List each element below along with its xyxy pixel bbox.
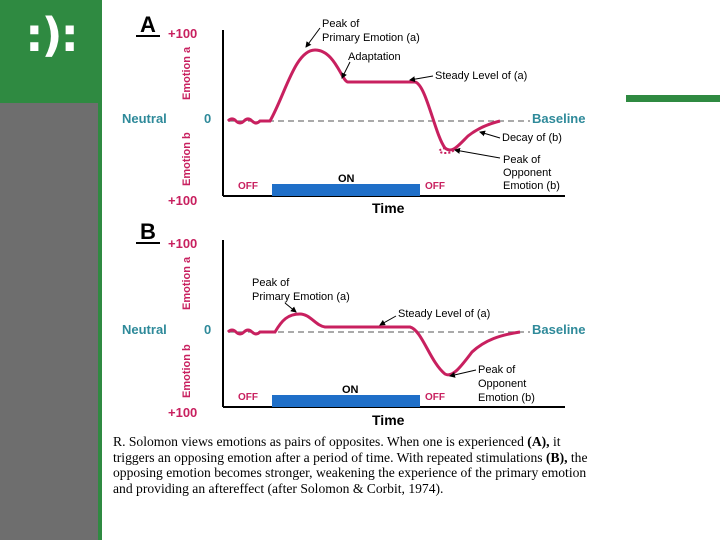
- panel-a-ann-decay-arrow: [480, 132, 500, 138]
- panel-a-on-bar: [272, 184, 420, 196]
- panel-b-emotion-a-label: Emotion a: [181, 256, 193, 310]
- sidebar-edge-stripe: [98, 0, 102, 540]
- panel-a-ann-peak-opp-line2: Opponent: [503, 167, 552, 179]
- sidebar-bottom-panel: [0, 103, 98, 540]
- opponent-process-figure: [110, 0, 630, 432]
- panel-a-ann-peak-opp-arrow: [455, 150, 500, 158]
- caption-text-2: it triggers an opposing emotion after a period of time. With repeated stimulations: [113, 434, 561, 465]
- panel-a-curve: [228, 50, 500, 150]
- panel-a-letter: A: [140, 12, 156, 37]
- green-accent-bar: [626, 95, 720, 102]
- panel-b-time-label: Time: [372, 412, 405, 428]
- caption-text-3: the opposing emotion becomes stronger, weakening the experience of the primary emotion and providing an aftereffect (after Solomon & Corbit, 1974).: [113, 449, 588, 496]
- sidebar-top-panel: [0, 0, 98, 103]
- panel-a-ann-steady-arrow: [410, 76, 433, 80]
- panel-a-ann-decay: Decay of (b): [502, 132, 562, 144]
- panel-b-off-left: OFF: [238, 392, 258, 403]
- panel-a-on-label: ON: [338, 173, 355, 185]
- panel-a-ann-peak-opp-line1: Peak of: [503, 154, 541, 166]
- caption-bold-a: (A),: [527, 434, 550, 449]
- panel-b-neutral-label: Neutral: [122, 322, 167, 337]
- panel-a: [122, 12, 585, 216]
- panel-b-on-bar: [272, 395, 420, 407]
- panel-a-emotion-b-label: Emotion b: [181, 132, 193, 186]
- panel-b: [122, 219, 585, 428]
- panel-b-ann-peak-primary-line1: Peak of: [252, 277, 290, 289]
- caption-bold-b: (B),: [545, 449, 568, 465]
- panel-b-on-label: ON: [342, 384, 359, 396]
- panel-a-ann-peak-primary-arrow: [306, 28, 320, 47]
- panel-a-ann-steady: Steady Level of (a): [435, 70, 528, 82]
- caption-text-1: R. Solomon views emotions as pairs of opposites. When one is experienced: [113, 434, 528, 449]
- panel-b-off-right: OFF: [425, 392, 445, 403]
- panel-b-curve: [228, 314, 520, 375]
- panel-b-ann-peak-opp-line2: Opponent: [478, 378, 527, 390]
- panel-a-ann-peak-primary-line1: Peak of: [322, 18, 360, 30]
- panel-a-zero-label: 0: [204, 111, 212, 126]
- panel-b-ann-peak-primary-line2: Primary Emotion (a): [252, 291, 350, 303]
- panel-a-ann-peak-opp-line3: Emotion (b): [503, 180, 560, 192]
- panel-b-ann-peak-primary-arrow: [285, 303, 296, 312]
- panel-a-ann-adaptation: Adaptation: [348, 51, 401, 63]
- panel-b-ann-steady-arrow: [380, 316, 396, 325]
- panel-a-bottom-tick: +100: [168, 193, 198, 208]
- panel-b-letter: B: [140, 219, 156, 244]
- panel-b-emotion-b-label: Emotion b: [181, 344, 193, 398]
- panel-a-top-tick: +100: [168, 26, 198, 41]
- panel-b-baseline-label: Baseline: [532, 322, 586, 337]
- panel-a-off-left: OFF: [238, 181, 258, 192]
- panel-b-bottom-tick: +100: [168, 405, 198, 420]
- figure-caption: [103, 432, 603, 496]
- panel-b-ann-peak-opp-line3: Emotion (b): [478, 392, 535, 404]
- panel-a-time-label: Time: [372, 200, 405, 216]
- panel-b-top-tick: +100: [168, 236, 198, 251]
- panel-a-baseline-label: Baseline: [532, 111, 586, 126]
- panel-a-neutral-label: Neutral: [122, 111, 167, 126]
- panel-a-emotion-a-label: Emotion a: [181, 46, 193, 100]
- smiley-logo: :):: [25, 8, 77, 62]
- panel-a-ann-adaptation-arrow: [342, 62, 350, 78]
- panel-b-ann-peak-opp-line1: Peak of: [478, 364, 516, 376]
- panel-b-zero-label: 0: [204, 322, 212, 337]
- panel-a-off-right: OFF: [425, 181, 445, 192]
- panel-b-ann-steady: Steady Level of (a): [398, 308, 491, 320]
- panel-a-ann-peak-primary-line2: Primary Emotion (a): [322, 32, 420, 44]
